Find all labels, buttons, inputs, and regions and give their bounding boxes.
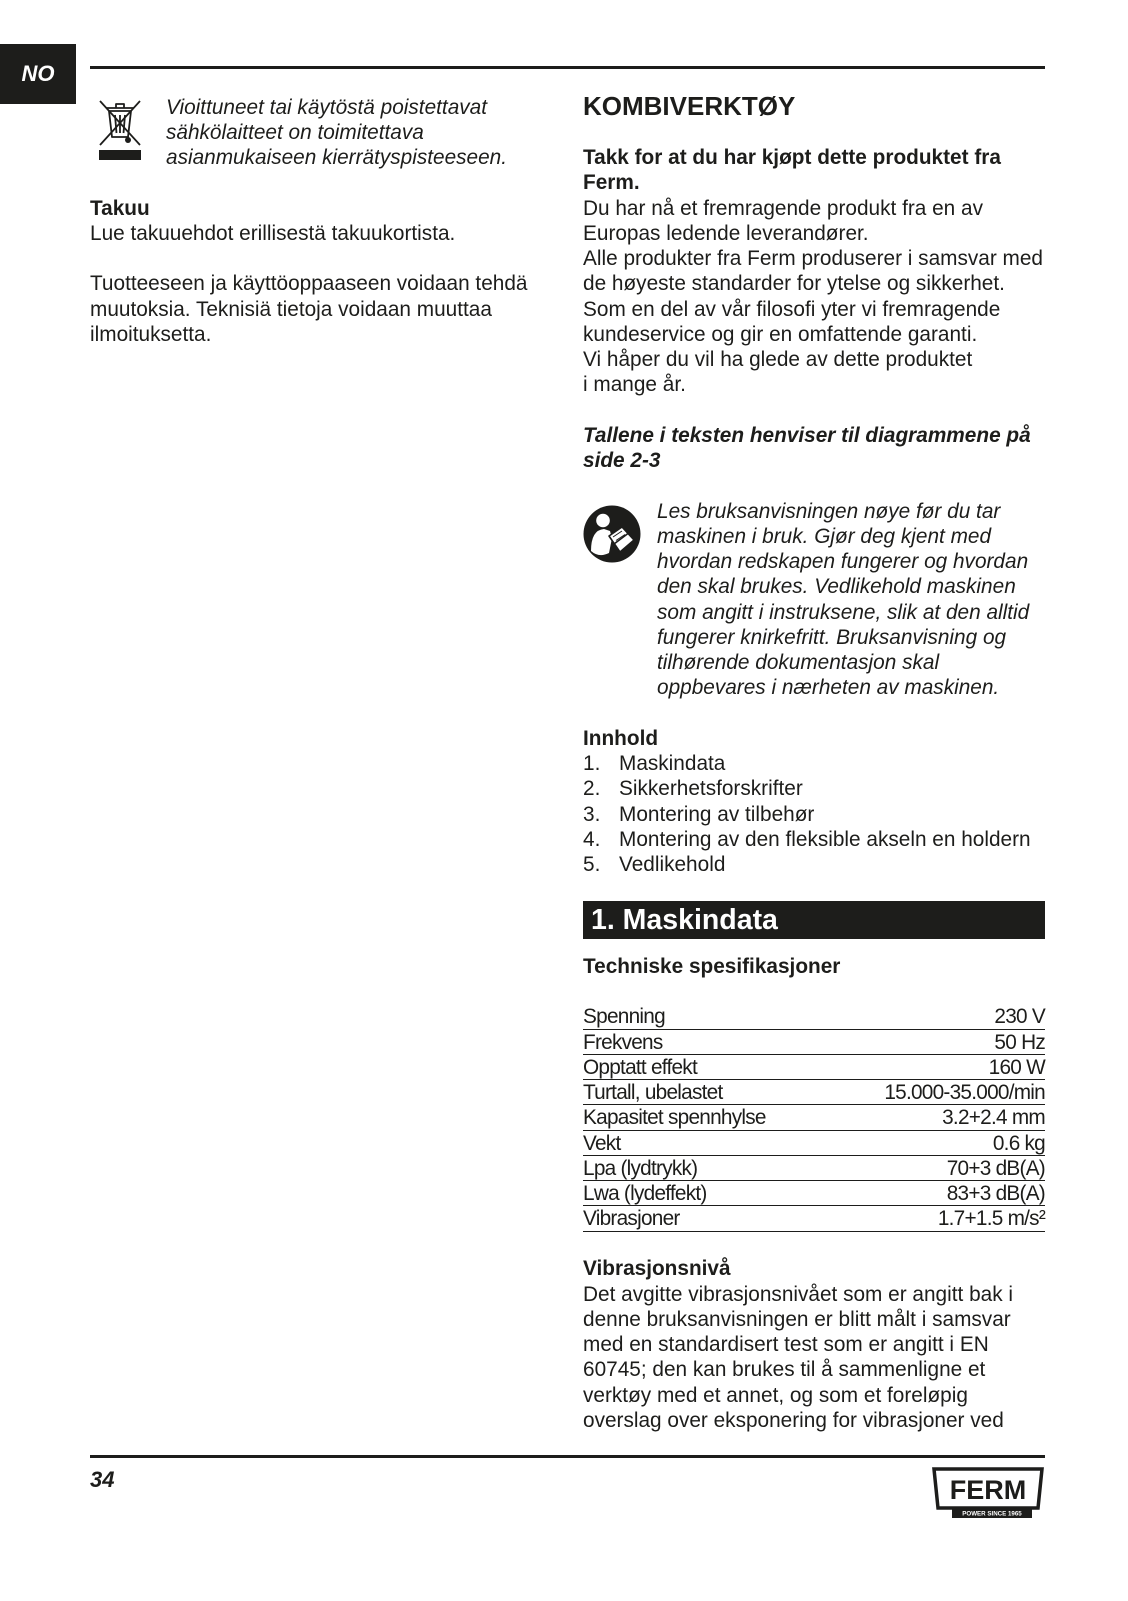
list-item-number: 3. [583, 802, 601, 826]
warranty-heading: Takuu [90, 196, 150, 220]
table-row [583, 1105, 1045, 1130]
top-rule [90, 66, 1045, 69]
list-item-label: Maskindata [619, 752, 726, 775]
intro-paragraph-2: Alle produkter fra Ferm produserer i samsvar med de høyeste standarder for ytelse og sikkerhet. Som en del av vår filosofi yter vi fremragende kundeservice og gir en omfattende garanti. Vi håper du vil ha glede av dette produktet i mange år. [583, 247, 1043, 397]
list-item [583, 852, 1045, 877]
spec-label: Lwa (lydeffekt) [583, 1182, 707, 1206]
spec-label: Frekvens [583, 1030, 663, 1054]
spec-value: 1.7+1.5 m/s² [937, 1207, 1045, 1231]
specifications-subheading: Techniske spesifikasjoner [583, 955, 841, 979]
table-row [583, 1131, 1045, 1156]
manual-notice-text: Les bruksanvisningen nøye før du tar maskinen i bruk. Gjør deg kjent med hvordan redskapen fungerer og hvordan den skal brukes. Vedlikehold maskinen som angitt i instruksene, slik at den alltid fungerer knirkefritt. Bruksanvisning og tilhørende dokumentasjon skal oppbevares i nærheten av maskinen. [657, 499, 1030, 700]
list-item-label: Montering av tilbehør [619, 802, 815, 826]
list-item [583, 827, 1045, 852]
spec-value: 0.6 kg [992, 1131, 1045, 1155]
table-row [583, 1206, 1045, 1231]
list-item-label: Montering av den fleksible akseln en holdern [619, 827, 1031, 851]
language-tab-label: NO [21, 61, 55, 87]
thanks-text: Takk for at du har kjøpt dette produktet fra Ferm. [583, 146, 1001, 195]
section-heading: 1. Maskindata [591, 904, 778, 936]
page-title: KOMBIVERKTØY [583, 91, 796, 121]
spec-value: 15.000-35.000/min [884, 1081, 1045, 1105]
spec-value: 83+3 dB(A) [946, 1182, 1045, 1206]
table-row [583, 1156, 1045, 1181]
contents-section [583, 726, 1045, 878]
ferm-logo [931, 1466, 1045, 1520]
contents-list [583, 751, 1045, 877]
introduction-section [583, 145, 1045, 877]
spec-value: 70+3 dB(A) [946, 1156, 1045, 1180]
spec-value: 160 W [988, 1055, 1045, 1079]
list-item [583, 802, 1045, 827]
list-item [583, 776, 1045, 801]
crossed-out-wheelie-bin-icon [97, 97, 143, 163]
spec-label: Kapasitet spennhylse [583, 1106, 766, 1130]
language-tab [0, 44, 76, 104]
warranty-section [90, 196, 535, 348]
spec-label: Vibrasjoner [583, 1207, 680, 1231]
table-row [583, 1030, 1045, 1055]
list-item-number: 2. [583, 777, 601, 801]
warranty-text: Lue takuuehdot erillisestä takuukortista. [90, 221, 456, 245]
logo-tagline: POWER SINCE 1965 [962, 1510, 1022, 1518]
spec-value: 50 Hz [994, 1030, 1045, 1054]
vibration-section [583, 1256, 1045, 1433]
spec-label: Spenning [583, 1005, 665, 1029]
diagram-reference-note: Tallene i teksten henviser til diagrammene på side 2-3 [583, 423, 1031, 472]
list-item [583, 751, 1045, 776]
list-item-number: 5. [583, 853, 601, 876]
bottom-rule [90, 1455, 1045, 1458]
table-row [583, 1055, 1045, 1080]
spec-label: Lpa (lydtrykk) [583, 1156, 698, 1180]
changes-notice: Tuotteeseen ja käyttöoppaaseen voidaan tehdä muutoksia. Teknisiä tietoja voidaan muuttaa ilmoituksetta. [90, 272, 528, 346]
spec-label: Vekt [583, 1131, 621, 1155]
table-row [583, 1181, 1045, 1206]
read-manual-icon [583, 505, 641, 563]
spec-label: Opptatt effekt [583, 1055, 697, 1079]
vibration-text: Det avgitte vibrasjonsnivået som er angitt bak i denne bruksanvisningen er blitt målt i samsvar med en standardisert test som er angitt i EN 60745; den kan brukes til å sammenligne et verktøy med et annet, og som et foreløpig overslag over eksponering for vibrasjoner ved [583, 1282, 1014, 1432]
vibration-heading: Vibrasjonsnivå [583, 1257, 731, 1281]
spec-value: 230 V [994, 1005, 1045, 1029]
weee-disposal-notice: Vioittuneet tai käytöstä poistettavat sähkölaitteet on toimitettava asianmukaiseen kierrätyspisteeseen. [166, 95, 508, 169]
list-item-number: 4. [583, 827, 601, 851]
table-row [583, 1080, 1045, 1105]
spec-value: 3.2+2.4 mm [942, 1106, 1045, 1130]
list-item-label: Vedlikehold [619, 853, 726, 876]
spec-label: Turtall, ubelastet [583, 1081, 723, 1105]
page-number: 34 [90, 1467, 115, 1492]
manual-notice-block [583, 499, 1045, 701]
contents-heading: Innhold [583, 726, 659, 750]
intro-paragraph-1: Du har nå et fremragende produkt fra en av Europas ledende leverandører. [583, 196, 983, 245]
list-item-label: Sikkerhetsforskrifter [619, 777, 803, 801]
section-heading-bar [583, 901, 1045, 939]
table-row [583, 1004, 1045, 1029]
logo-brand: FERM [949, 1475, 1027, 1505]
list-item-number: 1. [583, 752, 601, 775]
specifications-table [583, 1004, 1045, 1231]
